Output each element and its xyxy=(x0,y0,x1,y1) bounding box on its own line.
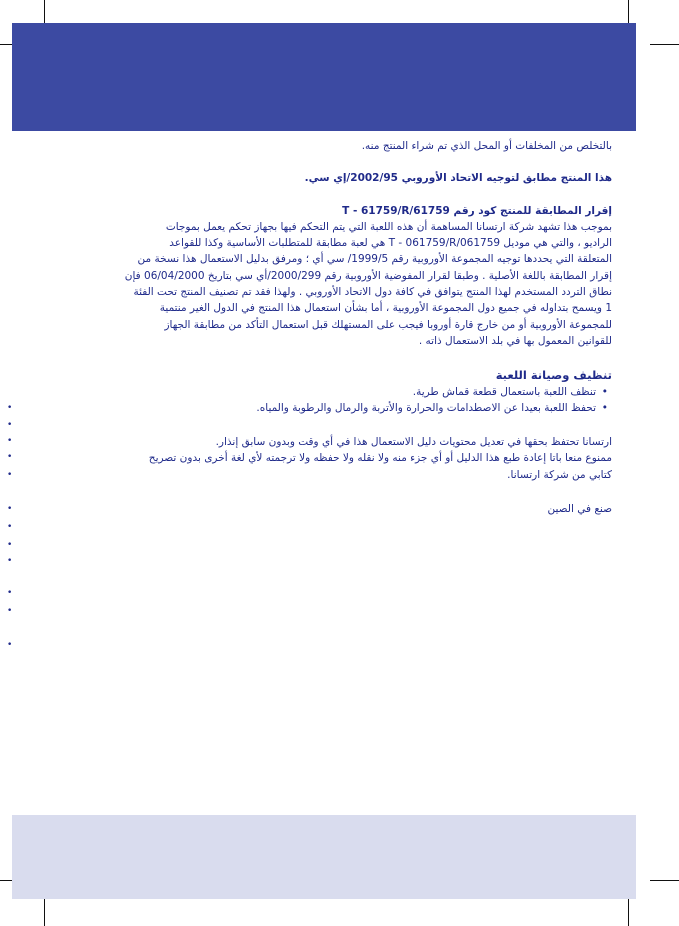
bullet-mark: • xyxy=(7,556,13,566)
conformity-line: إقرار المطابقة باللغة الأصلية . وطبقا لقرار المفوضية الأوروبية رقم 2000/299/أي سي بتاريخ 06/04/2000 فإن xyxy=(124,269,612,282)
list-item: • تنظف اللعبة باستعمال قطعة قماش طرية. xyxy=(60,384,608,400)
list-item: • تحفظ اللعبة بعيدا عن الاصطدامات والحرارة والأتربة والرمال والرطوبة والمياه. xyxy=(60,400,608,416)
bullet-mark: • xyxy=(7,470,13,480)
cleaning-heading: تنظيف وصيانة اللعبة xyxy=(495,368,612,383)
bullet-mark: • xyxy=(7,540,13,550)
conformity-line: بموجب هذا تشهد شركة ارتسانا المساهمة أن هذه اللعبة التي يتم التحكم فيها بجهاز تحكم يعمل بموجات xyxy=(165,220,612,233)
crop-mark xyxy=(650,44,679,45)
bullet-mark: • xyxy=(7,403,13,413)
made-in-line: صنع في الصين xyxy=(547,503,612,516)
conformity-line: الراديو ، والتي هي موديل T - 061759/R/061759 هي لعبة مطابقة للمتطلبات الأساسية وكذا للقواعد xyxy=(169,237,612,250)
crop-mark xyxy=(628,896,629,926)
conformity-line: للمجموعة الأوروبية أو من خارج قارة أوروبا فيجب على المستهلك قبل استعمال التأكد من مطابقة الجهاز xyxy=(164,318,612,331)
conformity-line: نطاق التردد المستخدم لهذا المنتج يتوافق في كافة دول الاتحاد الأوروبي . ولهذا فقد تم تصنيف المنتج تحت الفئة xyxy=(133,286,612,299)
crop-mark xyxy=(44,896,45,926)
eu-directive-heading: هذا المنتج مطابق لتوجيه الاتحاد الأوروبي 2002/95/إي سي. xyxy=(304,172,612,185)
bullet-mark: • xyxy=(7,588,13,598)
cleaning-list xyxy=(60,384,612,417)
header-band xyxy=(12,23,636,131)
bullet-mark: • xyxy=(7,522,13,532)
bullet-mark: • xyxy=(7,606,13,616)
rights-line: كتابي من شركة ارتسانا. xyxy=(507,468,612,481)
conformity-line: للقوانين المعمول بها في بلد الاستعمال ذاته . xyxy=(418,334,612,347)
bullet-mark: • xyxy=(7,420,13,430)
crop-mark xyxy=(650,880,679,881)
rights-line: ممنوع منعا باتا إعادة طبع هذا الدليل أو أي جزء منه ولا نقله ولا حفظه ولا ترجمته لأي لغة أخرى بدون تصريح xyxy=(148,452,612,465)
conformity-heading: إقرار المطابقة للمنتج كود رقم T - 61759/R/61759 xyxy=(342,204,612,217)
document-body xyxy=(60,138,612,517)
bullet-mark: • xyxy=(7,504,13,514)
footer-band xyxy=(12,815,636,899)
bullet-mark: • xyxy=(7,452,13,462)
bullet-mark: • xyxy=(7,640,13,650)
conformity-line: 1 ويسمح بتداوله في جميع دول المجموعة الأوروبية ، أما بشأن استعمال هذا المنتج في الدول الغير منتمية xyxy=(159,302,612,315)
conformity-line: المتعلقة التي يحددها توجيه المجموعة الأوروبية رقم 1999/5/ سي أي ؛ ومرفق بدليل الاستعمال هذا نسخة من xyxy=(137,253,612,266)
intro-line: بالتخلص من المخلفات أو المحل الذي تم شراء المنتج منه. xyxy=(361,140,612,152)
rights-line: ارتسانا تحتفظ بحقها في تعديل محتويات دليل الاستعمال هذا في أي وقت وبدون سابق إنذار. xyxy=(215,436,612,449)
bullet-mark: • xyxy=(7,436,13,446)
